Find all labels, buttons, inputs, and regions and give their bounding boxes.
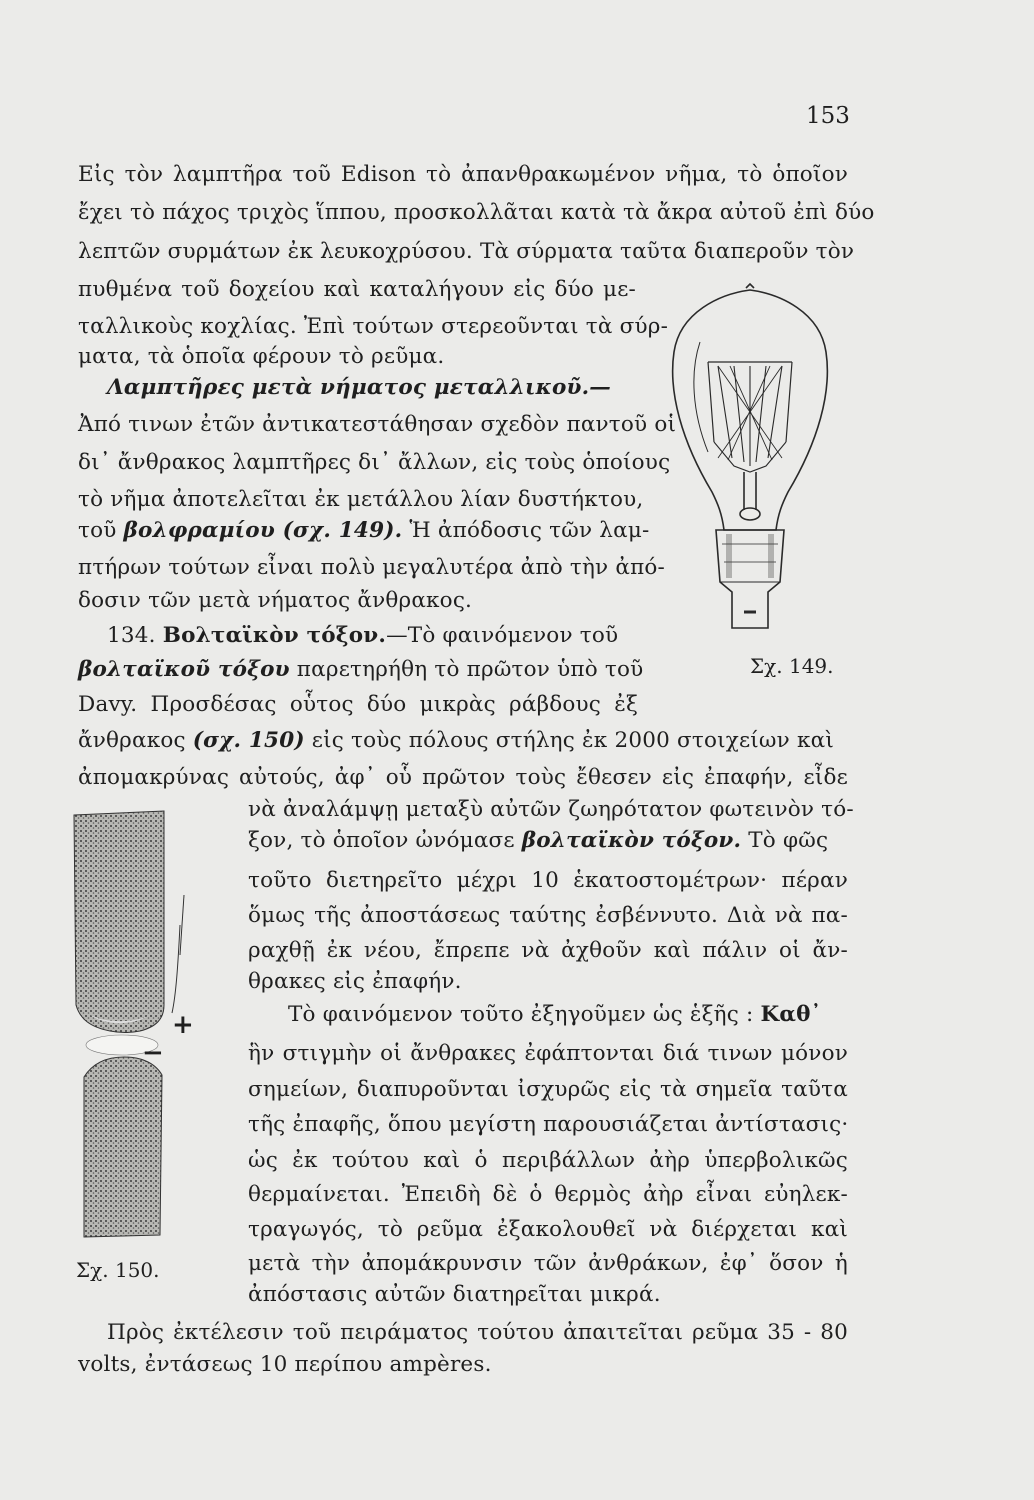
- figure-150-caption: Σχ. 150.: [76, 1258, 160, 1282]
- page-number: 153: [806, 103, 850, 129]
- text-line: [78, 726, 848, 756]
- text-line: πυθμένα τοῦ δοχείου καὶ καταλήγουν εἰς δύο με-: [78, 277, 636, 302]
- text-run: Τὸ φῶς: [741, 828, 829, 853]
- text-run: εἰς τοὺς πόλους στήλης ἐκ 2000 στοιχείων καὶ: [304, 728, 834, 753]
- text-line: ὡς ἐκ τούτου καὶ ὁ περιβάλλων ἀὴρ ὑπερβολικῶς: [248, 1148, 848, 1173]
- text-line: μετὰ τὴν ἀπομάκρυνσιν τῶν ἀνθράκων, ἐφ᾽ ὅσον ἡ: [248, 1251, 848, 1276]
- bold-term: βολταϊκὸν τόξον.: [521, 828, 742, 853]
- text-line: Davy. Προσδέσας οὗτος δύο μικρὰς ράβδους ἐξ: [78, 692, 638, 717]
- text-line: δοσιν τῶν μετὰ νήματος ἄνθρακος.: [78, 588, 473, 613]
- negative-sign: −: [142, 1038, 164, 1068]
- text-run: Ἡ ἀπόδοσις τῶν λαμ-: [402, 518, 650, 543]
- text-line: τὸ νῆμα ἀποτελεῖται ἐκ μετάλλου λίαν δυστήκτου,: [78, 487, 644, 512]
- figure-149-caption: Σχ. 149.: [750, 654, 834, 678]
- figure-reference: (σχ. 150): [192, 728, 305, 753]
- text-line: πτήρων τούτων εἶναι πολὺ μεγαλυτέρα ἀπὸ τὴν ἀπό-: [78, 555, 666, 580]
- text-line: [78, 655, 644, 685]
- text-line: ματα, τὰ ὁποῖα φέρουν τὸ ρεῦμα.: [78, 344, 445, 369]
- section-number: 134.: [107, 623, 156, 648]
- text-run: τοῦ: [78, 518, 124, 543]
- text-line: θρακες εἰς ἐπαφήν.: [248, 969, 462, 994]
- bold-term: Καθ᾽: [760, 1002, 822, 1027]
- text-line: τοῦτο διετηρεῖτο μέχρι 10 ἑκατοστομέτρων· πέραν: [248, 868, 848, 893]
- carbon-rods-illustration: [60, 805, 190, 1245]
- text-line: ὅμως τῆς ἀποστάσεως ταύτης ἐσβέννυτο. Διὰ νὰ πα-: [248, 903, 848, 928]
- text-run: ἄνθρακος: [78, 728, 193, 753]
- text-line: τῆς ἐπαφῆς, ὅπου μεγίστη παρουσιάζεται ἀντίστασις·: [248, 1112, 849, 1137]
- text-line: τραγωγός, τὸ ρεῦμα ἐξακολουθεῖ νὰ διέρχεται καὶ: [248, 1217, 848, 1242]
- text-line: [248, 826, 848, 856]
- lamp-bulb-illustration: [660, 282, 840, 642]
- text-run: ξον, τὸ ὁποῖον ὠνόμασε: [248, 828, 522, 853]
- bold-term: βολφραμίου: [123, 518, 275, 543]
- text-line: λεπτῶν συρμάτων ἐκ λευκοχρύσου. Τὰ σύρματα ταῦτα διαπεροῦν τὸν: [78, 239, 855, 264]
- section-heading: Λαμπτῆρες μετὰ νήματος μεταλλικοῦ.—: [107, 375, 611, 400]
- positive-sign: +: [172, 1010, 194, 1040]
- text-line: [288, 1000, 848, 1030]
- text-run: —Τὸ φαινόμενον τοῦ: [386, 623, 619, 648]
- text-line: δι᾽ ἄνθρακος λαμπτῆρες δι᾽ ἄλλων, εἰς τοὺς ὁποίους: [78, 450, 671, 475]
- text-line: ταλλικοὺς κοχλίας. Ἐπὶ τούτων στερεοῦνται τὰ σύρ-: [78, 314, 669, 339]
- text-run: Τὸ φαινόμενον τοῦτο ἐξηγοῦμεν ὡς ἑξῆς :: [288, 1002, 761, 1027]
- bold-term: βολταϊκοῦ τόξου: [78, 657, 290, 682]
- text-line: ἣν στιγμὴν οἱ ἄνθρακες ἐφάπτονται διά τινων μόνον: [248, 1041, 848, 1066]
- text-line: Εἰς τὸν λαμπτῆρα τοῦ Edison τὸ ἀπανθρακωμένον νῆμα, τὸ ὁποῖον: [78, 162, 848, 187]
- section-title: Βολταϊκὸν τόξον.: [162, 623, 387, 648]
- text-line: [78, 516, 650, 546]
- text-line: Ἀπό τινων ἐτῶν ἀντικατεστάθησαν σχεδὸν παντοῦ οἱ: [78, 412, 677, 437]
- figure-150-carbons: [60, 805, 190, 1245]
- text-line: volts, ἐντάσεως 10 περίπου ampères.: [78, 1352, 492, 1377]
- section-heading-134: [107, 621, 637, 651]
- text-line: ἀπομακρύνας αὐτούς, ἀφ᾽ οὗ πρῶτον τοὺς ἔθεσεν εἰς ἐπαφήν, εἶδε: [78, 765, 848, 790]
- text-line: ραχθῇ ἐκ νέου, ἔπρεπε νὰ ἀχθοῦν καὶ πάλιν οἱ ἄν-: [248, 938, 848, 963]
- text-line: θερμαίνεται. Ἐπειδὴ δὲ ὁ θερμὸς ἀὴρ εἶναι εὐηλεκ-: [248, 1182, 848, 1207]
- text-line: Πρὸς ἐκτέλεσιν τοῦ πειράματος τούτου ἀπαιτεῖται ρεῦμα 35 - 80: [107, 1320, 848, 1345]
- figure-reference: (σχ. 149).: [274, 518, 403, 543]
- text-line: νὰ ἀναλάμψῃ μεταξὺ αὐτῶν ζωηρότατον φωτεινὸν τό-: [248, 797, 854, 822]
- text-line: σημείων, διαπυροῦνται ἰσχυρῶς εἰς τὰ σημεῖα ταῦτα: [248, 1077, 848, 1102]
- figure-149-lamp: [660, 282, 840, 642]
- text-line: ἔχει τὸ πάχος τριχὸς ἵππου, προσκολλᾶται κατὰ τὰ ἄκρα αὐτοῦ ἐπὶ δύο: [78, 200, 875, 225]
- text-run: παρετηρήθη τὸ πρῶτον ὑπὸ τοῦ: [289, 657, 644, 682]
- text-line: ἀπόστασις αὐτῶν διατηρεῖται μικρά.: [248, 1282, 661, 1307]
